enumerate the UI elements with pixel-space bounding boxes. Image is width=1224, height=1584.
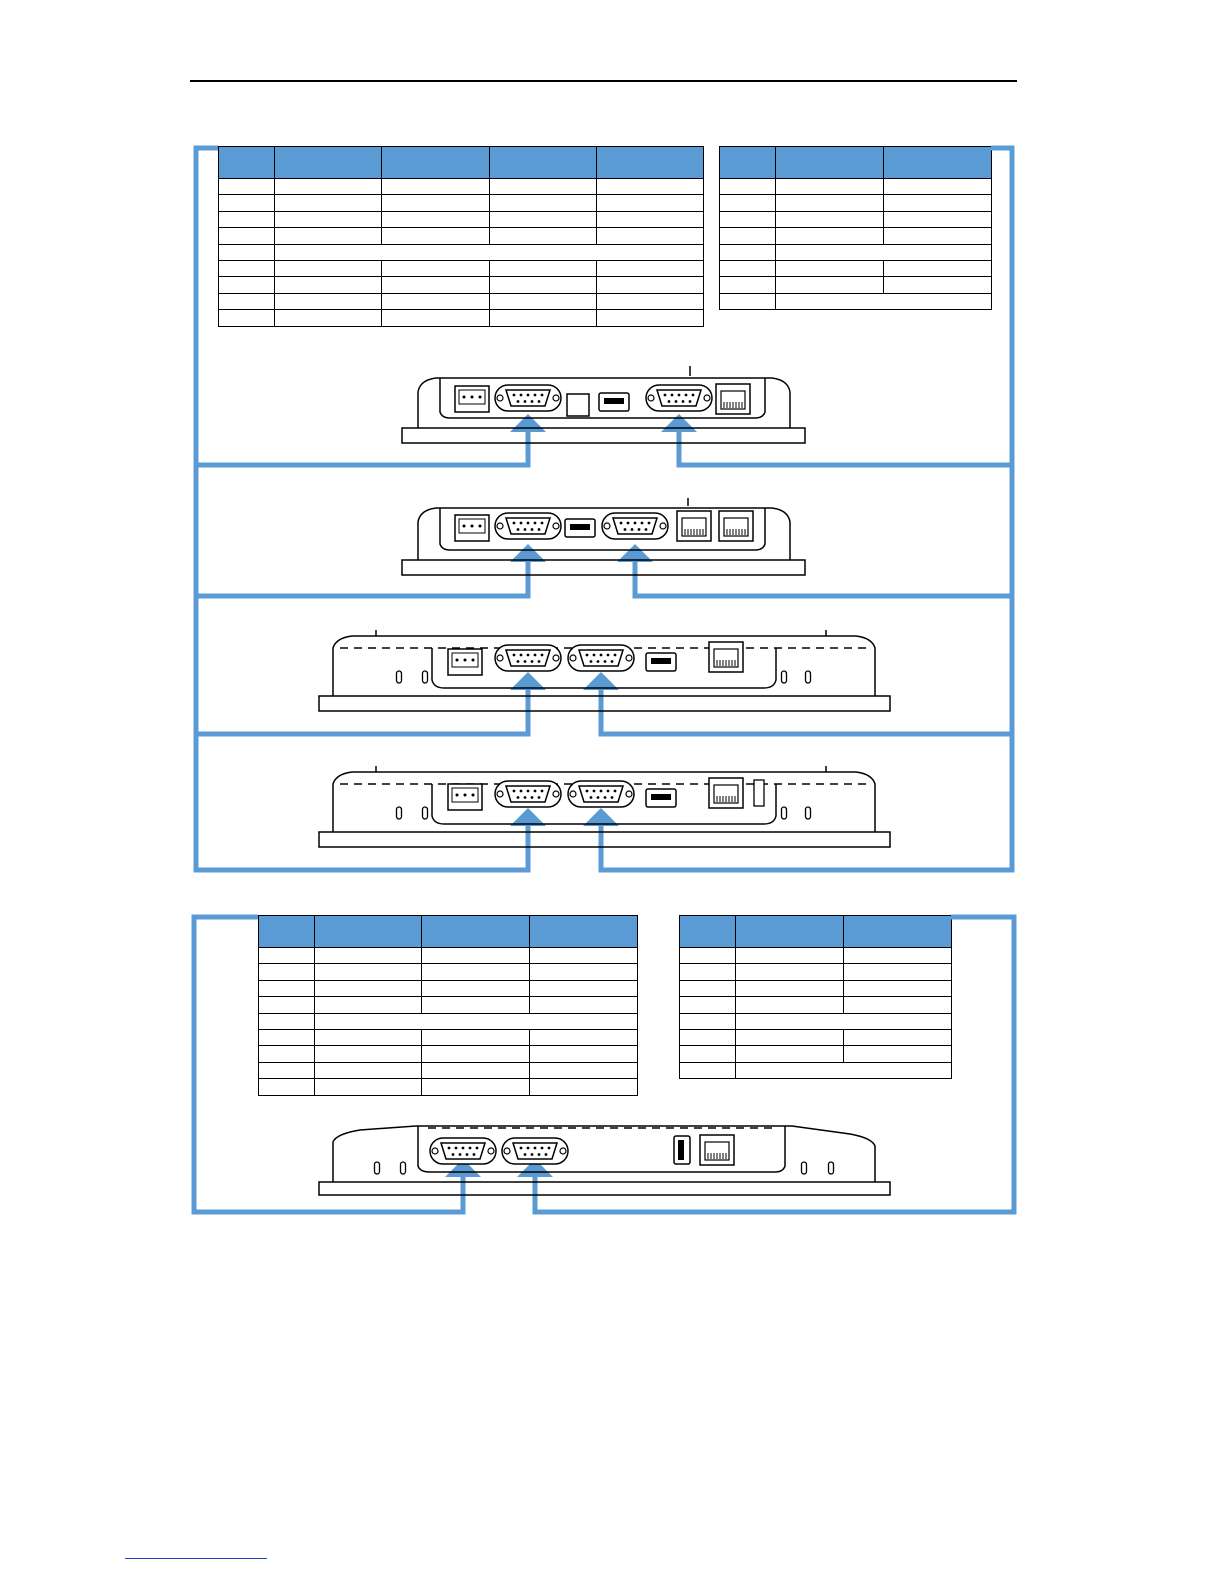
- db9-port-icon: [495, 385, 561, 411]
- slot-icon: [397, 671, 402, 683]
- db9-port-icon: [602, 513, 668, 539]
- db9-port-icon: [495, 645, 561, 671]
- db9-port-icon: [568, 781, 634, 807]
- slot-icon: [829, 1162, 834, 1174]
- slot-icon: [806, 671, 811, 683]
- arrows-a: [510, 414, 697, 826]
- ethernet-port-icon: [719, 511, 753, 541]
- device-5-outline: [319, 1126, 890, 1195]
- power-terminal-icon: [455, 515, 489, 541]
- usb-port-icon: [646, 653, 676, 671]
- db9-port-icon: [430, 1138, 496, 1164]
- slot-icon: [397, 807, 402, 819]
- db9-port-icon: [568, 645, 634, 671]
- slot-icon: [375, 1162, 380, 1174]
- db9-port-icon: [495, 513, 561, 539]
- ethernet-port-icon: [709, 642, 743, 672]
- slot-icon: [782, 807, 787, 819]
- usb-port-icon: [674, 1136, 690, 1164]
- usb-port-icon: [599, 393, 629, 411]
- db9-port-icon: [495, 781, 561, 807]
- arrow-up-icon: [661, 414, 697, 432]
- slot-icon: [802, 1162, 807, 1174]
- arrow-up-icon: [510, 414, 546, 432]
- usb-port-icon: [565, 519, 595, 537]
- slot-icon: [806, 807, 811, 819]
- power-terminal-icon: [448, 784, 482, 810]
- ethernet-port-icon: [709, 778, 743, 808]
- frame-a: [196, 148, 1012, 870]
- partial-port-icon: [754, 780, 764, 806]
- slot-icon: [401, 1162, 406, 1174]
- ethernet-port-icon: [716, 384, 750, 414]
- frame-b: [194, 917, 1014, 1212]
- power-terminal-icon: [455, 386, 489, 412]
- ethernet-port-icon: [700, 1135, 734, 1165]
- slot-icon: [423, 807, 428, 819]
- slot-icon: [782, 671, 787, 683]
- slot-icon: [423, 671, 428, 683]
- db9-port-icon: [646, 385, 712, 411]
- ethernet-port-icon: [677, 511, 711, 541]
- power-terminal-icon: [448, 649, 482, 675]
- db9-port-icon: [502, 1138, 568, 1164]
- usb-port-icon: [646, 789, 676, 807]
